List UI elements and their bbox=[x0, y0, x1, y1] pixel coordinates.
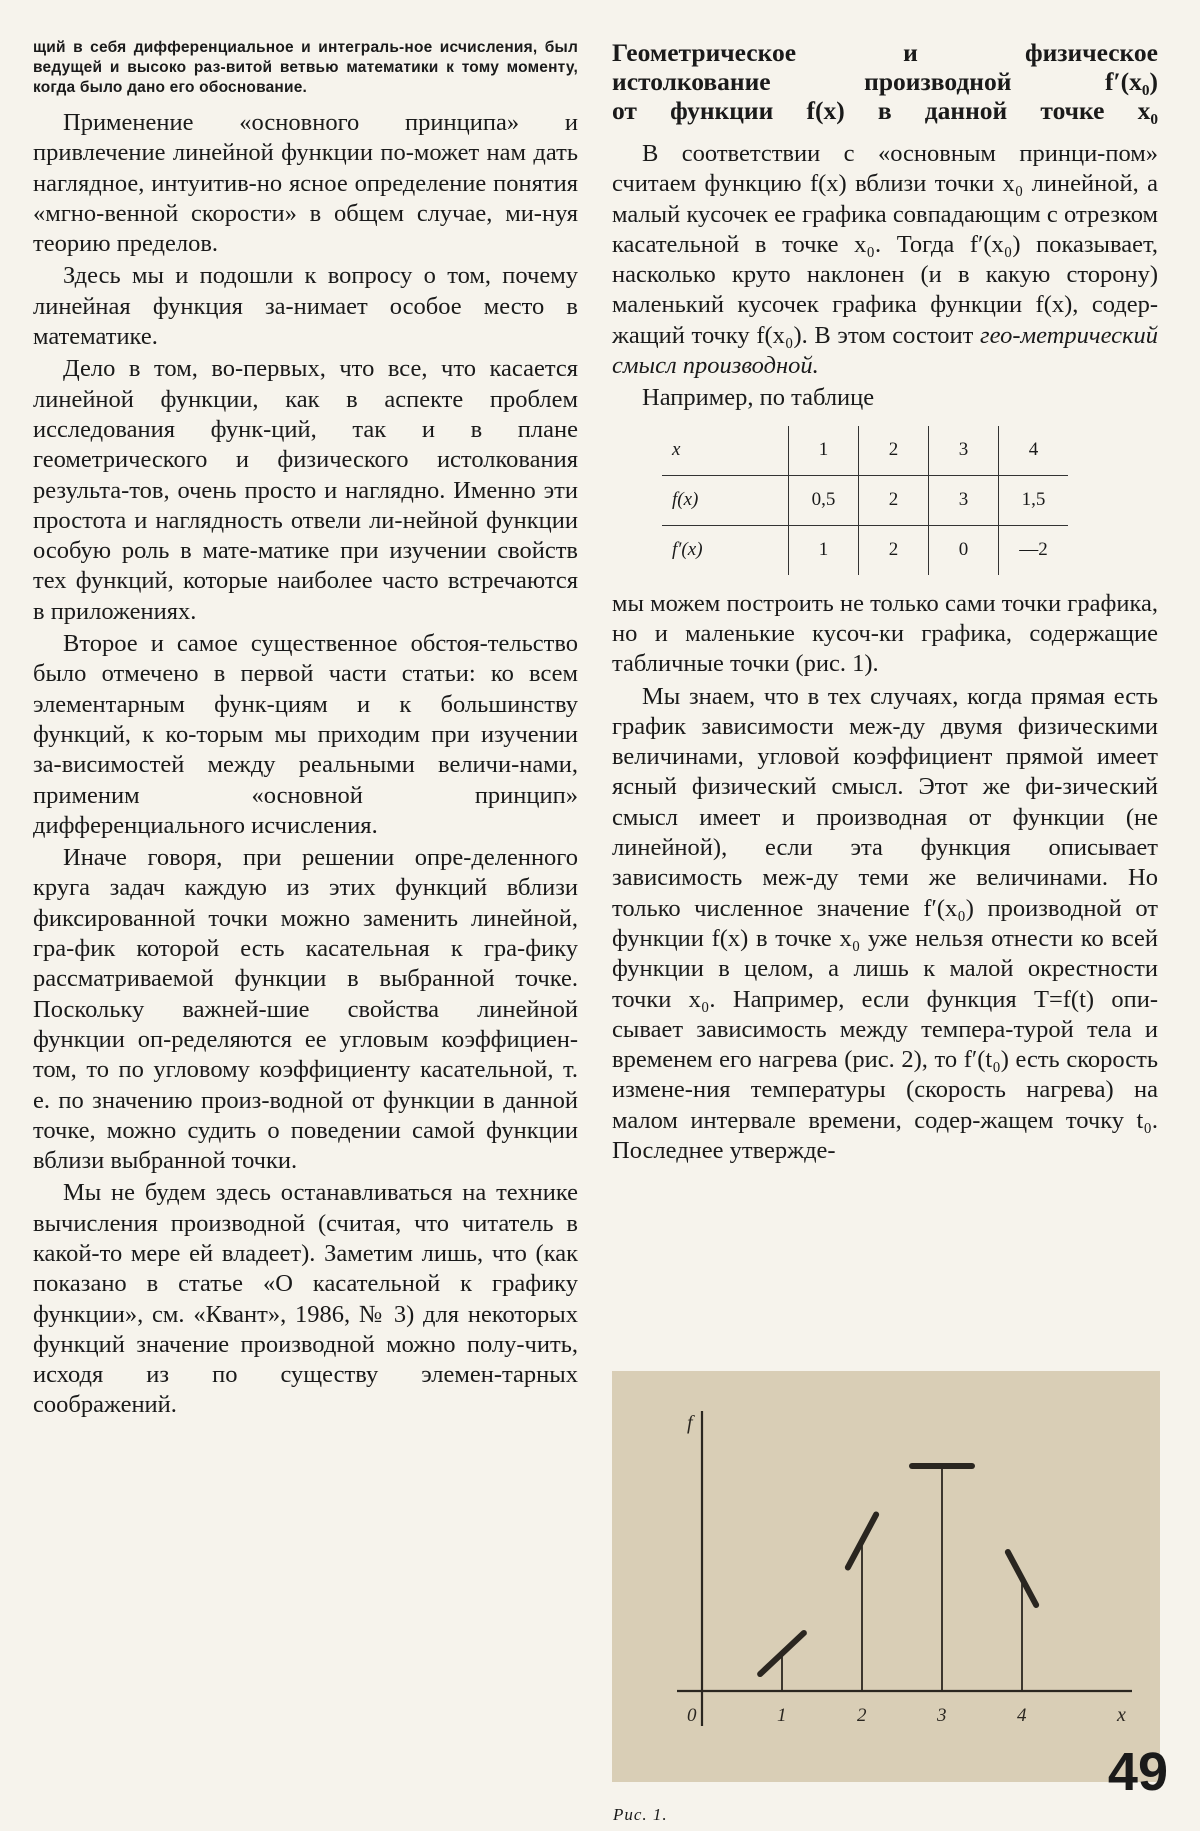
table-row-label: f′(x) bbox=[672, 539, 703, 561]
table-cell: 0 bbox=[929, 525, 999, 575]
table-cell: 1,5 bbox=[999, 475, 1069, 525]
paragraph: Мы знаем, что в тех случаях, когда прямая есть график зависимости меж-ду двумя физическими величинами, угловой коэффициент прямой имеет ясный физический смысл. Этот же фи-зический смысл имеет и производная от функции (не линейной), если эта функция описывает зависимость меж-ду теми же величинами. Но только численное значение f′(x₀) производной от функции f(x) в точке x₀ уже нельзя отнести ко всей функции в целом, а лишь к малой окрестности точки x₀. Например, если функция T=f(t) опи-сывает зависимость между темпера-турой тела и временем его нагрева (рис. 2), то f′(t₀) есть скорость измене-ния температуры (скорость нагрева) на малом интервале времени, содер-жащем точку t₀. Последнее утвержде- bbox=[612, 682, 1158, 1165]
paragraph: мы можем построить не только сами точки графика, но и маленькие кусоч-ки графика, содержащие табличные точки (рис. 1). bbox=[612, 589, 1158, 678]
page-number: 49 bbox=[1107, 1742, 1168, 1802]
tick-label: 3 bbox=[937, 1705, 947, 1726]
heading-line: истолкование производной f′(x₀) bbox=[612, 67, 1158, 96]
table-cell: 0,5 bbox=[789, 475, 859, 525]
table-cell: 3 bbox=[929, 475, 999, 525]
paragraph-emphasis: гео-метрический смысл производной. bbox=[612, 321, 1158, 380]
table-row-label: f(x) bbox=[662, 475, 789, 525]
table-cell: 4 bbox=[999, 426, 1069, 476]
paragraph: Дело в том, во-первых, что все, что касается линейной функции, как в аспекте проблем исследования функ-ций, так и в плане геометрического и физического истолкования результа-тов, очень просто и наглядно. Именно эти простота и наглядность отвели ли-нейной функции особую роль в мате-матике при изучении свойств тех функций, которые наиболее часто встречаются в приложениях. bbox=[33, 355, 578, 625]
table-row bbox=[662, 426, 1068, 476]
figure-caption: Рис. 1. bbox=[613, 1805, 668, 1824]
paragraph: Мы не будем здесь останавливаться на технике вычисления производной (считая, что читатель в какой-то мере ей владеет). Заметим лишь, что (как показано в статье «О касательной к графику функции», см. «Квант», 1986, № 3) для некоторых функций значение производной можно полу-чить, исходя из по существу элемен-тарных соображений. bbox=[33, 1179, 578, 1419]
tick-label: 4 bbox=[1017, 1705, 1027, 1726]
heading-line: от функции f(x) в данной точке x₀ bbox=[612, 96, 1158, 125]
tangent-segments-graph bbox=[612, 1371, 1160, 1782]
paragraph-text: В соответствии с «основным принци-пом» считаем функцию f(x) вблизи точки x₀ линейной, а малый кусочек ее графика совпадающим с отрезком касательной в точке x₀. Тогда f′(x₀) показывает, насколько круто наклонен (и в какую сторону) маленький кусочек графика функции f(x), содер-жащий точку f(x₀). В этом состоит bbox=[612, 140, 1158, 349]
intro-note: щий в себя дифференциальное и интеграль-ное исчисления, был ведущей и высоко раз-витой ветвью математики к тому моменту, когда было дано его обоснование. bbox=[33, 39, 578, 96]
table-row bbox=[662, 475, 1068, 525]
figure-marks bbox=[760, 1466, 1036, 1726]
paragraph: Второе и самое существенное обстоя-тельство было отмечено в первой части статьи: ко всем элементарным функ-циям и к большинству функций, к ко-торым мы приходим при изучении за-висимостей между реальными величи-нами, применим «основной принцип» дифференциального исчисления. bbox=[33, 630, 578, 839]
paragraph: Здесь мы и подошли к вопросу о том, почему линейная функция за-нимает особое место в математике. bbox=[33, 262, 578, 351]
table-cell: 2 bbox=[859, 525, 929, 575]
figure-1 bbox=[612, 1371, 1160, 1782]
axis-x-label: x bbox=[1117, 1704, 1126, 1726]
values-table bbox=[662, 426, 1068, 575]
table-cell: 1 bbox=[789, 426, 859, 476]
axis-y-label: f bbox=[687, 1412, 693, 1434]
table-cell: —2 bbox=[999, 525, 1069, 575]
table-cell: 3 bbox=[929, 426, 999, 476]
heading-line: Геометрическое и физическое bbox=[612, 38, 1158, 67]
paragraph: Например, по таблице bbox=[642, 384, 875, 412]
table-cell: 1 bbox=[789, 525, 859, 575]
right-column bbox=[612, 38, 1158, 1168]
section-heading bbox=[612, 38, 1158, 125]
origin-label: 0 bbox=[687, 1705, 697, 1726]
paragraph: Иначе говоря, при решении опре-деленного круга задач каждую из этих функций вблизи фиксированной точки можно заменить линейной, гра-фик которой есть касательная к гра-фику рассматриваемой функции в выбранной точке. Поскольку важней-шие свойства линейной функции оп-ределяются ее угловым коэффициен-том, то по угловому коэффициенту касательной, т. е. по значению произ-водной от функции в данной точке, можно судить о поведении самой функции вблизи выбранной точки. bbox=[33, 844, 578, 1175]
tick-label: 1 bbox=[777, 1705, 787, 1726]
left-column bbox=[33, 38, 578, 1423]
paragraph: Применение «основного принципа» и привлечение линейной функции по-может нам дать наглядное, интуитив-но ясное определение понятия «мгно-венной скорости» в общем случае, ми-нуя теорию пределов. bbox=[33, 109, 578, 258]
table-row-label: x bbox=[662, 426, 789, 476]
table-cell: 2 bbox=[859, 475, 929, 525]
tick-label: 2 bbox=[857, 1705, 867, 1726]
table-row bbox=[662, 525, 1068, 575]
table-cell: 2 bbox=[859, 426, 929, 476]
paragraph bbox=[612, 139, 1158, 381]
